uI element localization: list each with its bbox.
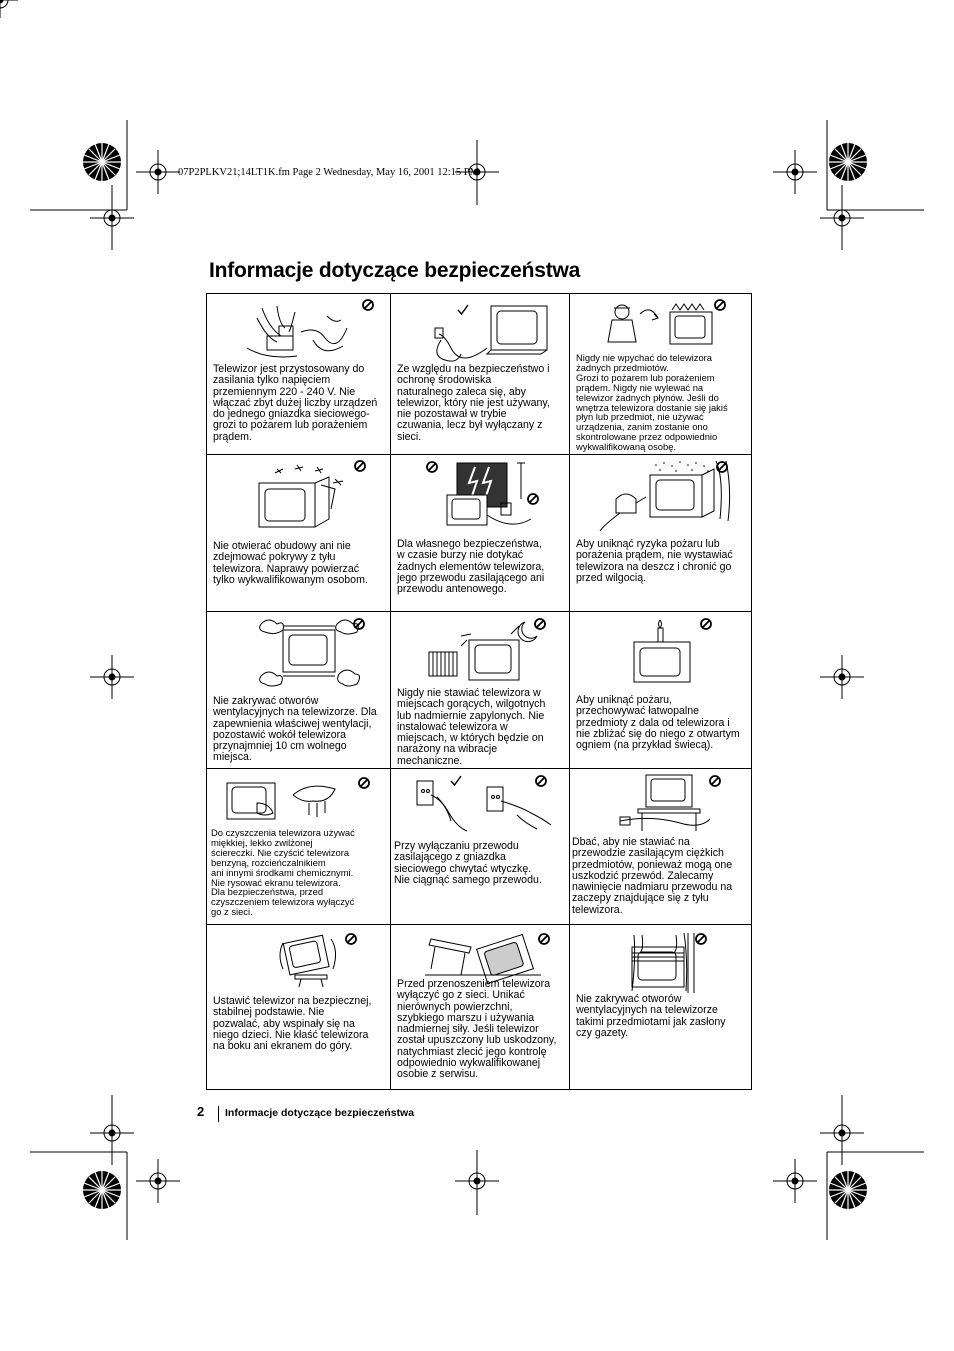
- safety-text: Przy wyłączaniu przewodu zasilającego z gniazdka sieciowego chwytać wtyczkę. Nie ciągnąć samego przewodu.: [394, 840, 542, 886]
- safety-cell-cable: [570, 769, 751, 925]
- safety-text: Ze względu na bezpieczeństwo i ochronę środowiska naturalnego zaleca się, aby telewizor, który nie jest używany, nie pozostawał w trybie czuwania, lecz był wyłączany z sieci.: [397, 363, 550, 443]
- prohibited-icon: [353, 459, 367, 473]
- safety-cell-cleaning: [207, 769, 391, 925]
- prohibited-icon: [694, 932, 708, 946]
- checkmark-icon: [456, 303, 470, 317]
- safety-text: Ustawić telewizor na bezpiecznej, stabilnej podstawie. Nie pozwalać, aby wspinały się na niego dzieci. Nie kłaść telewizora na boku ani ekranem do góry.: [213, 995, 372, 1053]
- prohibited-icon: [357, 776, 371, 790]
- safety-text: Przed przenoszeniem telewizora wyłączyć go z sieci. Unikać nierównych powierzchni, szybkiego marszu i używania nadmiernej siły. Jeśli telewizor został upuszczony lub uskodzony, natychmiast zlecić jego kontrolę odpowiednio wykwalifikowanej osobie z serwisu.: [397, 978, 557, 1081]
- prohibited-icon: [526, 492, 540, 506]
- prohibited-icon: [344, 932, 358, 946]
- unplug-tv-illustration: [401, 298, 561, 370]
- prohibited-icon: [713, 298, 727, 312]
- safety-cell-storm: [391, 455, 570, 612]
- safety-text: Telewizor jest przystosowany do zasilania tylko napięciem przemiennym 220 - 240 V. Nie włączać zbyt dużej liczby urządzeń do jednego gniazdka sieciowego- grozi to pożarem lub porażeniem prądem.: [213, 363, 378, 443]
- safety-cell-power-supply: [207, 294, 391, 455]
- safety-cell-moving: [391, 925, 570, 1089]
- safety-cell-curtains: [570, 925, 751, 1089]
- prohibited-icon: [361, 298, 375, 312]
- prohibited-icon: [715, 460, 729, 474]
- safety-cell-fire: [570, 612, 751, 769]
- safety-text: Aby uniknąć pożaru, przechowywać łatwopalne przedmioty z dala od telewizora i nie zbliżać się do niego z otwartym ogniem (na przykład świecą).: [576, 694, 740, 752]
- prohibited-icon: [537, 932, 551, 946]
- checkmark-icon: [449, 774, 463, 788]
- safety-text: Do czyszczenia telewizora używać miękkiej, lekko zwilżonej ściereczki. Nie czyścić telewizora benzyną, rozcieńczalnikiem ani innymi środkami chemicznymi. Nie rysować ekranu telewizora. Dla bezpieczeństwa, przed czyszczeniem telewizora wyłączyć go z sieci.: [211, 827, 355, 918]
- footer-label: Informacje dotyczące bezpieczeństwa: [225, 1107, 415, 1119]
- overloaded-socket-illustration: [217, 298, 377, 370]
- prohibited-icon: [699, 617, 713, 631]
- prohibited-icon: [534, 774, 548, 788]
- safety-text: Dbać, aby nie stawiać na przewodzie zasilającym ciężkich przedmiotów, ponieważ mogą one uszkodzić przewód. Zalecamy nawinięcie nadmiaru przewodu na zaczepy znajdujące się z tyłu telewizora.: [572, 836, 733, 916]
- footer-divider: [218, 1106, 219, 1122]
- safety-cell-plug: [391, 769, 570, 925]
- prohibited-icon: [425, 460, 439, 474]
- prohibited-icon: [533, 617, 547, 631]
- curtains-illustration: [580, 929, 740, 1001]
- safety-cell-moisture: [570, 455, 751, 612]
- safety-text: Nigdy nie stawiać telewizora w miejscach gorących, wilgotnych lub nadmiernie zapylonych. Nie instalować telewizora w miejscach, w których będzie on narażony na wibracje mechaniczne.: [397, 687, 546, 767]
- safety-grid: [206, 293, 752, 1090]
- safety-cell-ventilation: [207, 612, 391, 769]
- safety-cell-objects: [570, 294, 751, 455]
- safety-text: Nie zakrywać otworów wentylacyjnych na telewizorze takimi przedmiotami jak zasłony czy gazety.: [576, 993, 726, 1039]
- safety-cell-casing: [207, 455, 391, 612]
- candle-on-tv-illustration: [580, 616, 740, 688]
- safety-cell-heat: [391, 612, 570, 769]
- safety-cell-standby: [391, 294, 570, 455]
- prohibited-icon: [708, 774, 722, 788]
- safety-text: Nie otwierać obudowy ani nie zdejmować pokrywy z tyłu telewizora. Naprawy powierzać tylko wykwalifikowanym osobom.: [213, 540, 368, 586]
- safety-cell-stability: [207, 925, 391, 1089]
- page-title: Informacje dotyczące bezpieczeństwa: [209, 259, 581, 282]
- safety-text: Nie zakrywać otworów wentylacyjnych na telewizorze. Dla zapewnienia właściwej wentylacji, pozostawić wokół telewizora przynajmniej 10 cm wolnego miejsca.: [213, 695, 377, 764]
- safety-text: Aby uniknąć ryzyka pożaru lub porażenia prądem, nie wystawiać telewizora na deszcz i chronić go przed wilgocią.: [576, 538, 733, 584]
- safety-text: Nigdy nie wpychać do telewizora żadnych przedmiotów. Grozi to pożarem lub porażeniem prądem. Nigdy nie wylewać na telewizor żadnych płynów. Jeśli do wnętrza telewizora dostanie się jakiś płyn lub przedmiot, nie używać urządzenia, zanim zostanie ono skontrolowane przez odpowiednio wykwalifikowaną osobę.: [576, 352, 728, 453]
- prohibited-icon: [352, 617, 366, 631]
- safety-text: Dla własnego bezpieczeństwa, w czasie burzy nie dotykać żadnych elementów telewizora, jego przewodu zasilającego ani przewodu antenowego.: [397, 538, 545, 596]
- file-info: 07P2PLKV21;14LT1K.fm Page 2 Wednesday, May 16, 2001 12:15 PM: [178, 167, 479, 178]
- page-number: 2: [197, 1104, 205, 1119]
